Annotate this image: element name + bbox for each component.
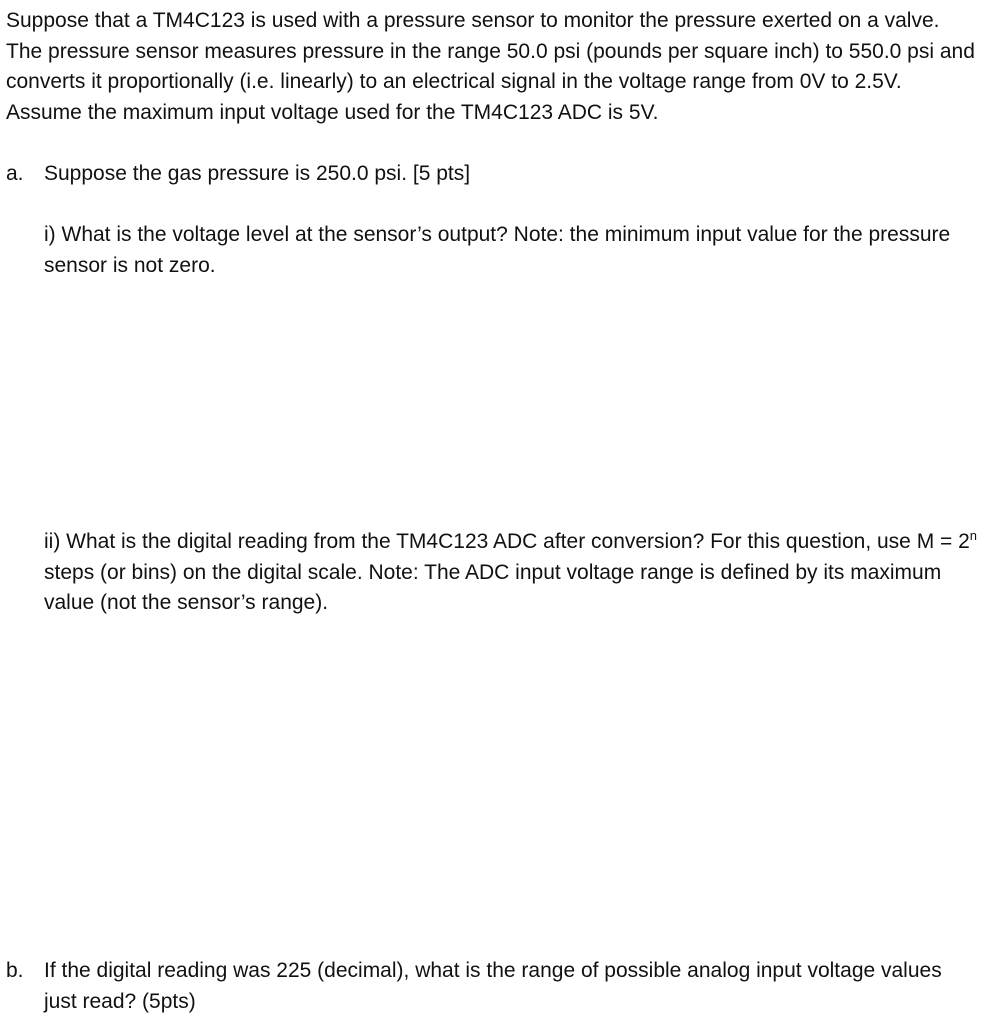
problem-intro: Suppose that a TM4C123 is used with a pressure sensor to monitor the pressure exerted on a valve. The pressure sensor measures pressure in the range 50.0 psi (pounds per square inch) to 550.0 psi and converts it proportionally (i.e. linearly) to an electrical signal in the voltage range from 0V to 2.5V. Assume the maximum input voltage used for the TM4C123 ADC is 5V. — [6, 9, 975, 124]
question-a-i: i) What is the voltage level at the sensor’s output? Note: the minimum input value for the pressure sensor is not zero. — [44, 223, 951, 277]
question-a-text: Suppose the gas pressure is 250.0 psi. [5 pts] — [44, 162, 471, 185]
question-b — [6, 956, 978, 1017]
question-a-marker: a. — [6, 162, 24, 185]
question-a — [6, 159, 978, 190]
question-b-marker: b. — [6, 959, 24, 982]
question-a-ii-suffix: steps (or bins) on the digital scale. Note: The ADC input voltage range is defined by its maximum value (not the sensor’s range). — [44, 560, 942, 614]
exponent-n: n — [969, 528, 978, 543]
question-a-ii — [44, 527, 978, 619]
question-a-ii-prefix: ii) What is the digital reading from the TM4C123 ADC after conversion? For this question, use M = 2 — [44, 530, 970, 553]
question-b-text: If the digital reading was 225 (decimal), what is the range of possible analog input voltage values just read? (5pts) — [44, 959, 942, 1013]
